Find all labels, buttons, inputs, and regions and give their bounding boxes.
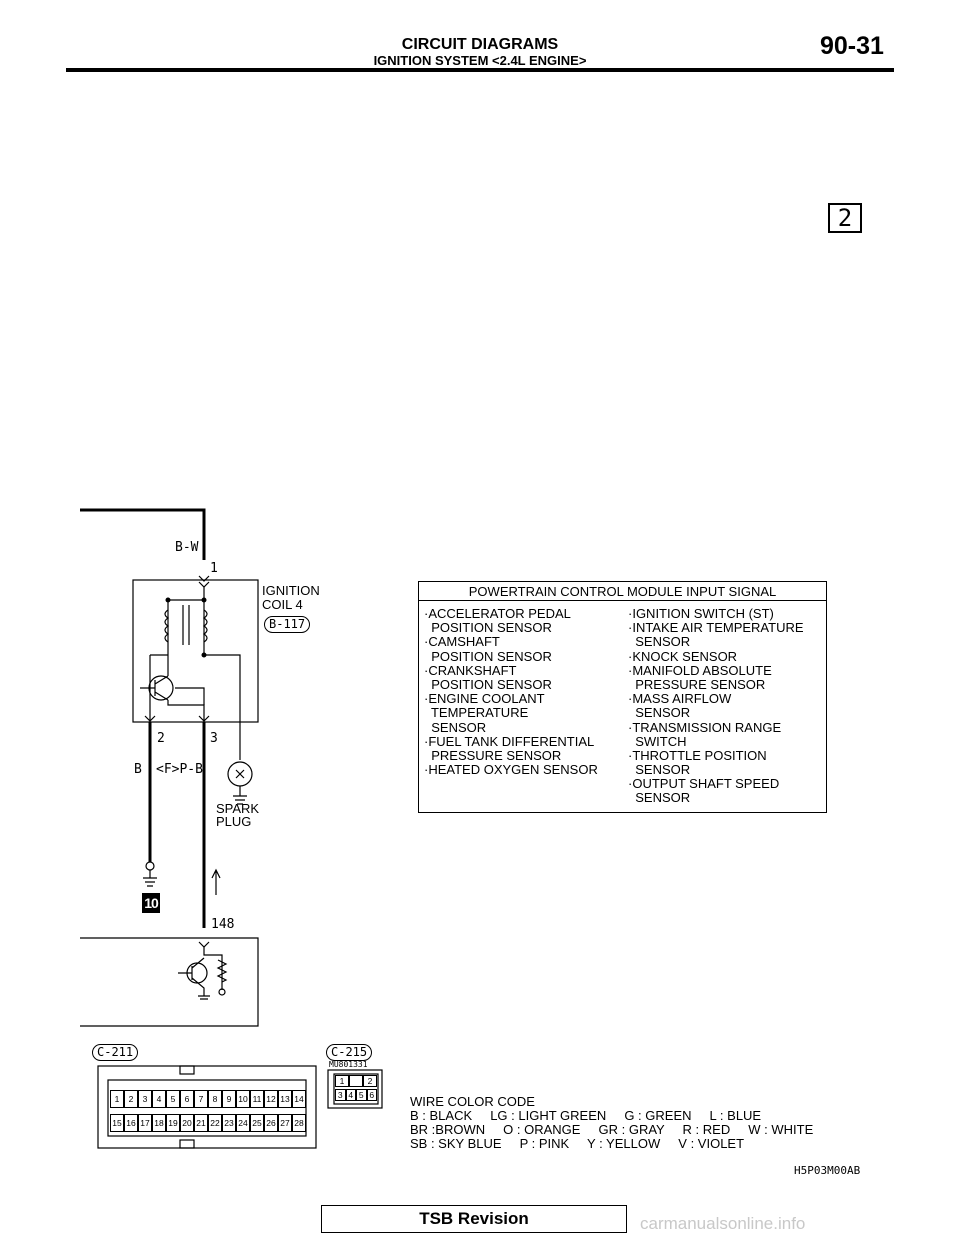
connector-pin: 6 bbox=[367, 1089, 378, 1101]
c215-pin-row-1 bbox=[335, 1075, 377, 1087]
figure-code: H5P03M00AB bbox=[794, 1164, 861, 1177]
transistor-wire bbox=[150, 650, 204, 722]
connector-tag-b117: B-117 bbox=[264, 616, 310, 633]
connector-pin: 18 bbox=[152, 1114, 166, 1132]
coil-name-line2: COIL 4 bbox=[262, 597, 303, 612]
pcm-signal-item: PRESSURE SENSOR bbox=[628, 676, 766, 692]
connector-pin: 6 bbox=[180, 1090, 194, 1108]
ground-point bbox=[146, 862, 154, 870]
page-subtitle: IGNITION SYSTEM <2.4L ENGINE> bbox=[373, 53, 587, 68]
connector-pin: 16 bbox=[124, 1114, 138, 1132]
sheet-number-box: 2 bbox=[828, 203, 862, 233]
pcm-signal-item: PRESSURE SENSOR bbox=[424, 747, 562, 763]
connector-pin bbox=[349, 1075, 363, 1087]
pcm-signal-item: ·CRANKSHAFT bbox=[424, 662, 517, 678]
spark-plug-line2: PLUG bbox=[216, 814, 252, 829]
connector-pin: 24 bbox=[236, 1114, 250, 1132]
ground-ref-label: 10 bbox=[144, 895, 158, 911]
connector-pin: 7 bbox=[194, 1090, 208, 1108]
coil-wire bbox=[168, 587, 204, 600]
connector-pin: 20 bbox=[180, 1114, 194, 1132]
connector-pin: 28 bbox=[292, 1114, 306, 1132]
signal-arrow bbox=[212, 870, 220, 895]
connector-pin: 3 bbox=[335, 1089, 346, 1101]
connector-pin: 4 bbox=[346, 1089, 357, 1101]
connector-pin: 14 bbox=[292, 1090, 306, 1108]
pcm-signal-item: ·IGNITION SWITCH (ST) bbox=[628, 606, 774, 621]
pcm-signal-item: SENSOR bbox=[424, 719, 487, 735]
wire-label-b: B bbox=[134, 762, 142, 777]
pcm-signal-right-column bbox=[628, 607, 804, 806]
connector-pin: 2 bbox=[124, 1090, 138, 1108]
connector-pin: 13 bbox=[278, 1090, 292, 1108]
connector-pin: 23 bbox=[222, 1114, 236, 1132]
coil-name-line1: IGNITION bbox=[262, 583, 320, 598]
connector-pin: 12 bbox=[264, 1090, 278, 1108]
transistor-wire bbox=[175, 688, 204, 705]
wire-option-color: P-B bbox=[179, 762, 203, 777]
connector-pin: 11 bbox=[250, 1090, 264, 1108]
pcm-signal-item: POSITION SENSOR bbox=[424, 648, 552, 664]
pcm-signal-item: SENSOR bbox=[628, 790, 691, 806]
pcm-signal-item: ·CAMSHAFT bbox=[424, 634, 500, 650]
coil-core bbox=[183, 605, 189, 645]
connector-tag-c215: C-215 bbox=[326, 1044, 372, 1061]
wire-option-code: F bbox=[163, 762, 172, 777]
pcm-signal-item: ·ENGINE COOLANT bbox=[424, 691, 545, 707]
pcm-signal-item: POSITION SENSOR bbox=[424, 620, 552, 636]
wire-color-code-line3: SB : SKY BLUE P : PINK Y : YELLOW V : VIOLET bbox=[410, 1136, 745, 1151]
connector-pin: 1 bbox=[335, 1075, 349, 1087]
connector-c211-latch bbox=[180, 1066, 194, 1074]
connector-pin: 27 bbox=[278, 1114, 292, 1132]
c215-part-number: MU801331 bbox=[329, 1060, 368, 1069]
connector-pin: 25 bbox=[250, 1114, 264, 1132]
pcm-signal-item: ·KNOCK SENSOR bbox=[628, 648, 738, 664]
connector-pin: 5 bbox=[356, 1089, 367, 1101]
terminal-label-2: 2 bbox=[157, 731, 165, 746]
pcm-signal-item: ·MANIFOLD ABSOLUTE bbox=[628, 662, 772, 678]
connector-pin: 26 bbox=[264, 1114, 278, 1132]
wire-color-code-line2: BR :BROWN O : ORANGE GR : GRAY R : RED W : WHITE bbox=[410, 1122, 814, 1137]
pcm-terminal-label: 148 bbox=[211, 917, 235, 932]
ground-symbol bbox=[143, 870, 157, 886]
connector-pin: 4 bbox=[152, 1090, 166, 1108]
wire-color-code-title: WIRE COLOR CODE bbox=[410, 1094, 535, 1109]
terminal-label-1: 1 bbox=[210, 561, 218, 576]
connector-pin: 19 bbox=[166, 1114, 180, 1132]
connector-pin: 17 bbox=[138, 1114, 152, 1132]
pcm-ground bbox=[198, 996, 210, 999]
pcm-signal-item: ·INTAKE AIR TEMPERATURE bbox=[628, 620, 804, 636]
wire-option-open: < bbox=[156, 762, 164, 777]
terminal-chevron bbox=[199, 942, 209, 947]
connector-pin: 1 bbox=[110, 1090, 124, 1108]
connector-c211-latch bbox=[180, 1140, 194, 1148]
pcm-signal-item: ·ACCELERATOR PEDAL bbox=[424, 606, 571, 621]
pcm-signal-item: POSITION SENSOR bbox=[424, 676, 552, 692]
connector-pin: 15 bbox=[110, 1114, 124, 1132]
connector-pin: 21 bbox=[194, 1114, 208, 1132]
pcm-input-signal-title: POWERTRAIN CONTROL MODULE INPUT SIGNAL bbox=[468, 584, 777, 599]
connector-pin: 2 bbox=[363, 1075, 377, 1087]
watermark: carmanualsonline.info bbox=[640, 1214, 806, 1233]
c211-pin-row-2 bbox=[110, 1114, 306, 1132]
pcm-signal-item: ·OUTPUT SHAFT SPEED bbox=[628, 776, 780, 792]
pcm-signal-item: SENSOR bbox=[628, 634, 691, 650]
pcm-signal-item: ·THROTTLE POSITION bbox=[628, 747, 767, 763]
page-number: 90-31 bbox=[820, 32, 884, 60]
transistor-leads bbox=[140, 676, 168, 700]
connector-tag-c211: C-211 bbox=[92, 1044, 138, 1061]
terminal-chevron bbox=[199, 576, 209, 587]
wire-color-code-line1: B : BLACK LG : LIGHT GREEN G : GREEN L : BLUE bbox=[410, 1108, 762, 1123]
wire-option-close: > bbox=[171, 762, 180, 777]
connector-pin: 8 bbox=[208, 1090, 222, 1108]
pcm-signal-item: ·FUEL TANK DIFFERENTIAL bbox=[424, 733, 595, 749]
spark-gap bbox=[236, 770, 244, 778]
pcm-signal-item: SENSOR bbox=[628, 705, 691, 721]
pcm-signal-item: ·MASS AIRFLOW bbox=[628, 691, 732, 707]
section-title: CIRCUIT DIAGRAMS bbox=[401, 36, 559, 53]
terminal-label-3: 3 bbox=[210, 731, 218, 746]
pcm-title-rule bbox=[418, 600, 827, 601]
pcm-signal-item: SENSOR bbox=[628, 762, 691, 778]
c211-pin-row-1 bbox=[110, 1090, 306, 1108]
connector-pin: 5 bbox=[166, 1090, 180, 1108]
pcm-box-outline bbox=[80, 938, 258, 1026]
c215-pin-row-2 bbox=[335, 1089, 377, 1101]
connector-pin: 9 bbox=[222, 1090, 236, 1108]
pcm-signal-item: SWITCH bbox=[628, 733, 687, 749]
pcm-signal-left-column bbox=[424, 607, 598, 777]
wire-label-b-w: B-W bbox=[175, 540, 199, 555]
pcm-signal-item: ·TRANSMISSION RANGE bbox=[628, 719, 782, 735]
connector-pin: 3 bbox=[138, 1090, 152, 1108]
spark-plug-line1: SPARK bbox=[216, 801, 260, 816]
coil-box bbox=[133, 580, 258, 722]
pcm-signal-item: TEMPERATURE bbox=[424, 705, 529, 721]
pcm-signal-item: ·HEATED OXYGEN SENSOR bbox=[424, 762, 598, 778]
connector-pin: 22 bbox=[208, 1114, 222, 1132]
tsb-revision-box: TSB Revision bbox=[321, 1205, 627, 1233]
wire-label-p-b bbox=[156, 762, 203, 777]
connector-pin: 10 bbox=[236, 1090, 250, 1108]
